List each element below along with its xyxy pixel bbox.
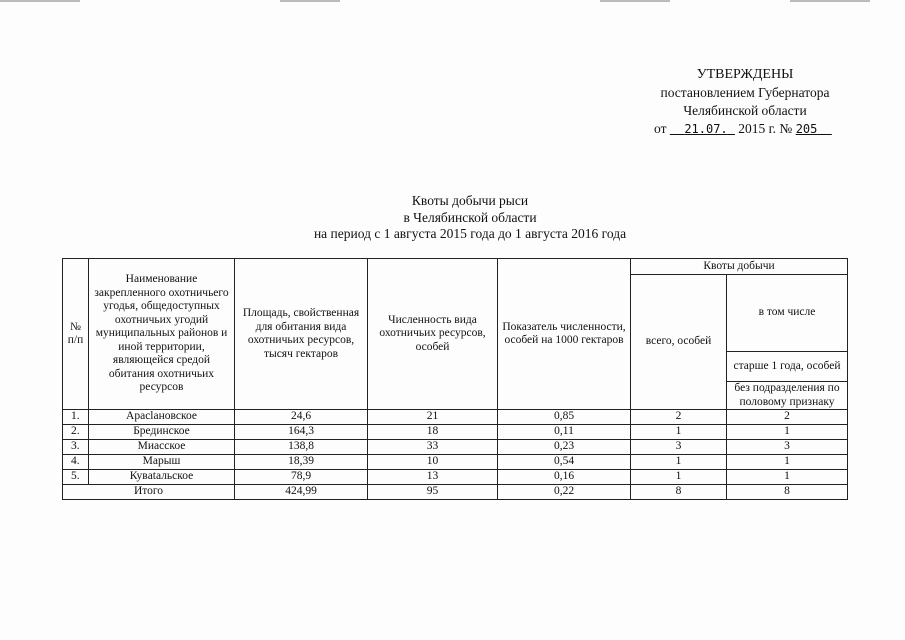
header-num: № п/п bbox=[63, 259, 89, 410]
header-total: всего, особей bbox=[631, 275, 727, 410]
approval-block bbox=[640, 66, 850, 138]
approval-head: УТВЕРЖДЕНЫ bbox=[696, 67, 794, 82]
cell-num: 3. bbox=[63, 440, 89, 455]
approval-line-2: Челябинской области bbox=[683, 103, 807, 118]
cell-area: 24,6 bbox=[235, 410, 368, 425]
header-older: старше 1 года, особей bbox=[727, 352, 848, 382]
summary-row bbox=[63, 485, 848, 500]
header-name: Наименование закрепленного охотничьего угодья, общедоступных охотничьих угодий муниципальных районов и иной территории, являющейся средой обитания охотничьих ресурсов bbox=[89, 259, 235, 410]
cell-num: 5. bbox=[63, 470, 89, 485]
cell-area: 78,9 bbox=[235, 470, 368, 485]
header-area: Площадь, свойственная для обитания вида охотничьих ресурсов, тысяч гектаров bbox=[235, 259, 368, 410]
cell-area: 18,39 bbox=[235, 455, 368, 470]
title-line-1: Квоты добычи рыси bbox=[411, 193, 529, 208]
scan-artifact bbox=[790, 0, 870, 2]
cell-density: 0,23 bbox=[498, 440, 631, 455]
summary-count: 95 bbox=[368, 485, 498, 500]
cell-count: 21 bbox=[368, 410, 498, 425]
summary-nosex: 8 bbox=[727, 485, 848, 500]
cell-nosex: 2 bbox=[727, 410, 848, 425]
title-line-2: в Челябинской области bbox=[403, 209, 537, 225]
cell-nosex: 1 bbox=[727, 470, 848, 485]
scan-artifact bbox=[280, 0, 340, 2]
cell-num: 4. bbox=[63, 455, 89, 470]
date-value: 21.07. bbox=[684, 122, 728, 136]
cell-num: 2. bbox=[63, 425, 89, 440]
cell-count: 10 bbox=[368, 455, 498, 470]
cell-nosex: 3 bbox=[727, 440, 848, 455]
scan-artifact bbox=[600, 0, 670, 2]
date-prefix: от bbox=[654, 121, 667, 136]
approval-date-line bbox=[640, 120, 850, 138]
table-row bbox=[63, 425, 848, 440]
header-including: в том числе bbox=[727, 275, 848, 352]
summary-label: Итого bbox=[63, 485, 235, 500]
cell-density: 0,85 bbox=[498, 410, 631, 425]
quota-table bbox=[62, 258, 848, 500]
cell-area: 138,8 bbox=[235, 440, 368, 455]
cell-area: 164,3 bbox=[235, 425, 368, 440]
header-nosex: без подразделения по половому признаку bbox=[727, 382, 848, 410]
table-row bbox=[63, 455, 848, 470]
cell-name: Кувatальское bbox=[89, 470, 235, 485]
cell-name: Арасlaновское bbox=[89, 410, 235, 425]
title-line-3: на период с 1 августа 2015 года до 1 августа 2016 года bbox=[313, 226, 627, 241]
table-row bbox=[63, 470, 848, 485]
cell-count: 33 bbox=[368, 440, 498, 455]
header-density: Показатель численности, особей на 1000 гектаров bbox=[498, 259, 631, 410]
summary-area: 424,99 bbox=[235, 485, 368, 500]
cell-density: 0,16 bbox=[498, 470, 631, 485]
decree-number: 205 bbox=[795, 122, 818, 136]
cell-count: 18 bbox=[368, 425, 498, 440]
cell-total: 1 bbox=[631, 455, 727, 470]
cell-density: 0,54 bbox=[498, 455, 631, 470]
cell-total: 2 bbox=[631, 410, 727, 425]
table-row bbox=[63, 410, 848, 425]
cell-name: Миасское bbox=[89, 440, 235, 455]
approval-line-1: постановлением Губернатора bbox=[660, 85, 830, 100]
table-row bbox=[63, 440, 848, 455]
summary-density: 0,22 bbox=[498, 485, 631, 500]
cell-count: 13 bbox=[368, 470, 498, 485]
summary-total: 8 bbox=[631, 485, 727, 500]
header-count: Численность вида охотничьих ресурсов, особей bbox=[368, 259, 498, 410]
scan-artifact bbox=[0, 0, 80, 2]
cell-nosex: 1 bbox=[727, 455, 848, 470]
cell-nosex: 1 bbox=[727, 425, 848, 440]
header-quotas: Квоты добычи bbox=[631, 259, 848, 275]
cell-name: Брединское bbox=[89, 425, 235, 440]
cell-total: 1 bbox=[631, 470, 727, 485]
date-mid: 2015 г. № bbox=[738, 121, 793, 136]
cell-num: 1. bbox=[63, 410, 89, 425]
cell-total: 3 bbox=[631, 440, 727, 455]
cell-total: 1 bbox=[631, 425, 727, 440]
cell-name: Марыш bbox=[89, 455, 235, 470]
document-title bbox=[250, 193, 690, 243]
cell-density: 0,11 bbox=[498, 425, 631, 440]
